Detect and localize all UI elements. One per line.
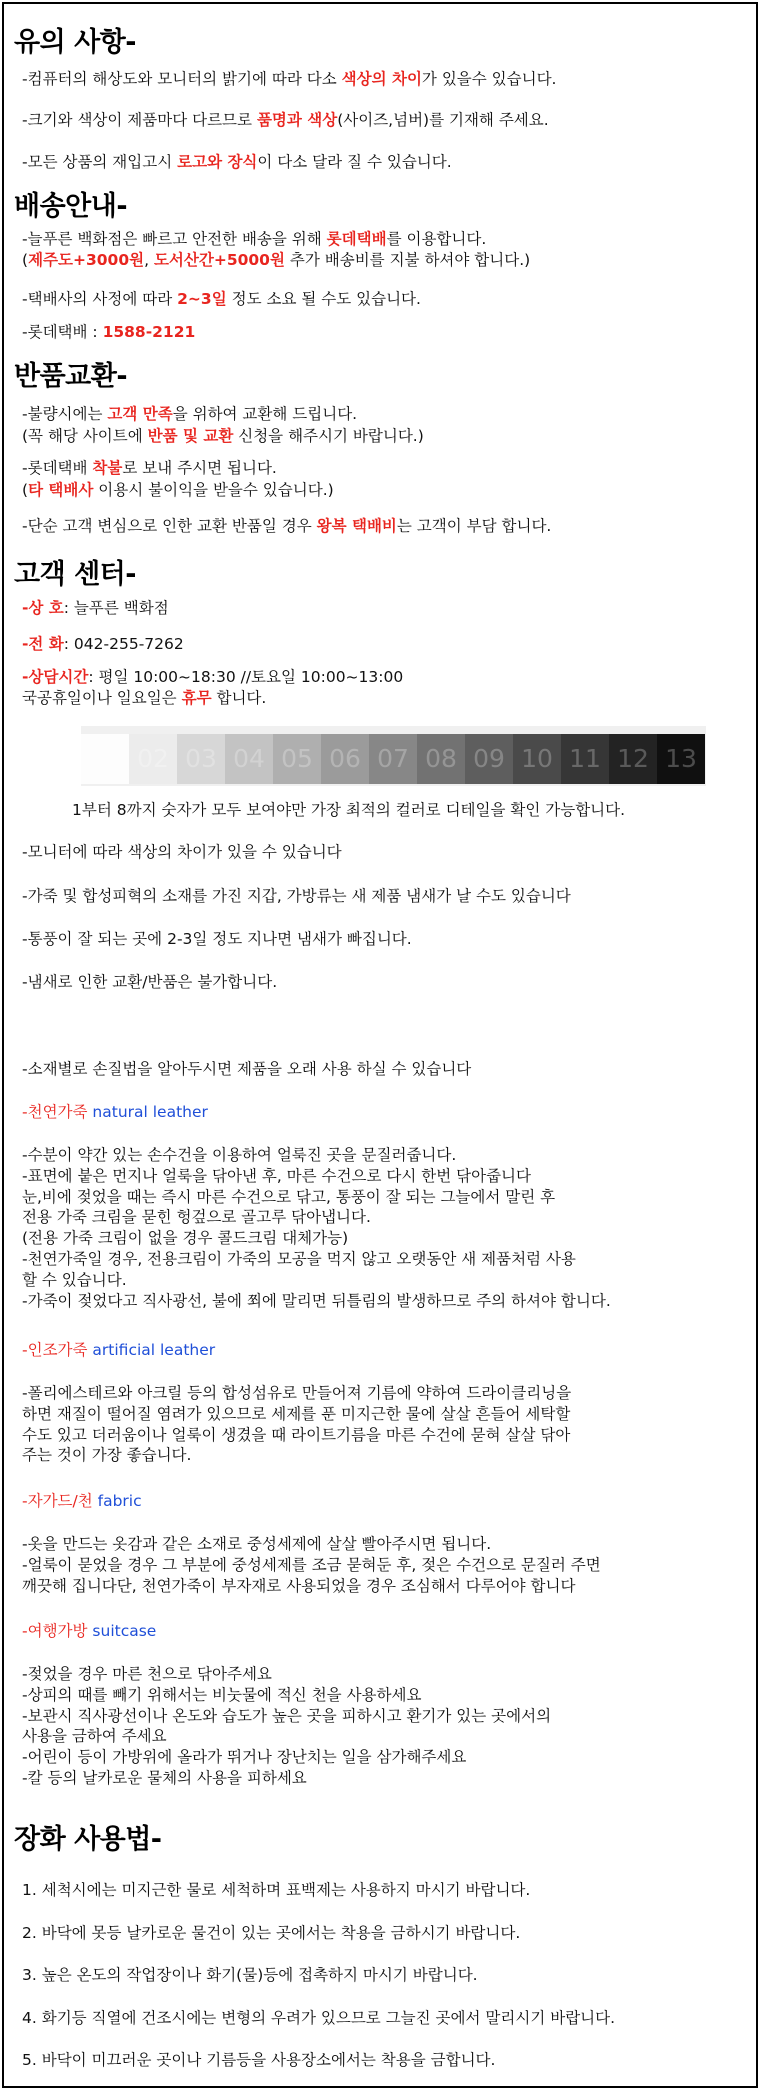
natural-leather-line: 눈,비에 젖었을 때는 즉시 마른 수건으로 닦고, 통풍이 잘 되는 그늘에서 말린 후 [22,1187,556,1206]
customer-center-heading: 고객 센터- [14,559,136,590]
fabric-line: -얼룩이 묻었을 경우 그 부분에 중성세제를 조금 묻혀둔 후, 젖은 수건으로 문질러 주면 [22,1555,601,1574]
fabric-line: 깨끗해 집니다단, 천연가죽이 부자재로 사용되었을 경우 조심해서 다루어야 합니다 [22,1576,576,1595]
natural-leather-line: -수분이 약간 있는 손수건을 이용하여 얼룩진 곳을 문질러줍니다. [22,1146,457,1164]
grayscale-swatch: 13 [657,734,705,784]
natural-leather-line: (전용 가죽 크림이 없을 경우 콜드크림 대체가능) [22,1229,349,1248]
suitcase-line: -어린이 등이 가방위에 올라가 뛰거나 장난치는 일을 삼가해주세요 [22,1748,467,1767]
shipping-heading: 배송안내- [14,191,128,222]
cc-phone: -전 화: 042-255-7262 [22,635,184,653]
artificial-leather-line: -폴리에스테르와 아크릴 등의 합성섬유로 만들어져 기름에 약하여 드라이클리닝을 [22,1384,572,1402]
shipping-line-3: -택배사의 사정에 따라 2~3일 정도 소요 될 수도 있습니다. [22,290,421,308]
precautions-heading: 유의 사항- [14,27,136,58]
artificial-leather-line: 수도 있고 더러움이나 얼룩이 생겼을 때 라이트기름을 마른 수건에 묻혀 살살 닦아 [22,1425,571,1444]
grayscale-swatch: 02 [129,734,177,784]
cc-name: -상 호: 늘푸른 백화점 [22,599,169,617]
natural-leather-line: -천연가죽일 경우, 전용크림이 가죽의 모공을 먹지 않고 오랫동안 새 제품처럼 사용 [22,1250,576,1268]
grayscale-swatch: 03 [177,734,225,784]
grayscale-swatch: 10 [513,734,561,784]
fabric-line: -옷을 만드는 옷감과 같은 소재로 중성세제에 살살 빨아주시면 됩니다. [22,1535,492,1553]
natural-leather-line: 전용 가죽 크림을 묻힌 헝겊으로 골고루 닦아냅니다. [22,1208,371,1227]
natural-leather-line: -표면에 붙은 먼지나 얼룩을 닦아낸 후, 마른 수건으로 다시 한번 닦아줍니다 [22,1166,531,1185]
shipping-line-4: -롯데택배 : 1588-2121 [22,323,196,341]
shoes-heading: 장화 사용법- [14,1824,162,1855]
grayscale-caption: 1부터 8까지 숫자가 모두 보여야만 가장 최적의 컬러로 디테일을 확인 가능합니다. [72,801,626,819]
cc-hours: -상담시간: 평일 10:00~18:30 //토요일 10:00~13:00 [22,668,404,686]
artificial-leather-line: 주는 것이 가장 좋습니다. [22,1446,192,1465]
grayscale-swatch: 09 [465,734,513,784]
artificial-leather-heading: -인조가죽 artificial leather [22,1341,216,1359]
returns-line-1: -불량시에는 고객 만족을 위하여 교환해 드립니다. [22,405,358,423]
note-4: -냄새로 인한 교환/반품은 불가합니다. [22,973,278,991]
grayscale-strip [81,726,706,786]
grayscale-swatch: 06 [321,734,369,784]
shoes-instruction: 5. 바닥이 미끄러운 곳이나 기름등을 사용장소에서는 착용을 금합니다. [22,2051,496,2069]
page [2,2,758,2088]
precaution-line-2: -크기와 색상이 제품마다 다르므로 품명과 색상(사이즈,넘버)를 기재해 주세요. [22,111,549,129]
suitcase-line: 사용을 금하여 주세요 [22,1727,167,1746]
suitcase-heading: -여행가방 suitcase [22,1622,157,1640]
note-2: -가죽 및 합성피혁의 소재를 가진 지갑, 가방류는 새 제품 냄새가 날 수도 있습니다 [22,887,571,905]
returns-line-2: (꼭 해당 사이트에 반품 및 교환 신청을 해주시기 바랍니다.) [22,427,424,445]
natural-leather-line: -가죽이 젖었다고 직사광선, 불에 쬐에 말리면 뒤틀림의 발생하므로 주의 하셔야 합니다. [22,1291,611,1310]
suitcase-line: -상피의 때를 빼기 위해서는 비눗물에 적신 천을 사용하세요 [22,1685,422,1704]
fabric-heading: -자가드/천 fabric [22,1492,142,1510]
grayscale-swatch: 08 [417,734,465,784]
grayscale-swatch: 04 [225,734,273,784]
note-3: -통풍이 잘 되는 곳에 2-3일 정도 지나면 냄새가 빠집니다. [22,930,412,948]
suitcase-line: -보관시 직사광선이나 온도와 습도가 높은 곳을 피하시고 환기가 있는 곳에서의 [22,1706,552,1725]
grayscale-swatch: 01 [81,734,129,784]
shoes-instruction: 3. 높은 온도의 작업장이나 화기(물)등에 접촉하지 마시기 바랍니다. [22,1966,478,1984]
shipping-line-2: (제주도+3000원, 도서산간+5000원 추가 배송비를 지불 하셔야 합니다.) [22,251,531,269]
grayscale-swatch: 05 [273,734,321,784]
note-1: -모니터에 따라 색상의 차이가 있을 수 있습니다 [22,843,342,861]
shipping-line-1: -늘푸른 백화점은 빠르고 안전한 배송을 위해 롯데택배를 이용합니다. [22,230,487,248]
suitcase-line: -칼 등의 날카로운 물체의 사용을 피하세요 [22,1769,307,1787]
natural-leather-line: 할 수 있습니다. [22,1270,127,1289]
natural-leather-heading: -천연가죽 natural leather [22,1103,208,1121]
grayscale-swatch: 11 [561,734,609,784]
returns-heading: 반품교환- [14,361,128,392]
artificial-leather-line: 하면 재질이 떨어질 염려가 있으므로 세제를 푼 미지근한 물에 살살 흔들어 세탁할 [22,1404,571,1423]
grayscale-swatch: 12 [609,734,657,784]
shoes-instruction: 2. 바닥에 못등 날카로운 물건이 있는 곳에서는 착용을 금하시기 바랍니다. [22,1923,521,1942]
care-intro: -소재별로 손질법을 알아두시면 제품을 오래 사용 하실 수 있습니다 [22,1060,472,1078]
shoes-instruction: 4. 화기등 직열에 건조시에는 변형의 우려가 있으므로 그늘진 곳에서 말리시기 바랍니다. [22,2008,616,2027]
returns-line-4: (타 택배사 이용시 불이익을 받을수 있습니다.) [22,481,334,499]
suitcase-line: -젖었을 경우 마른 천으로 닦아주세요 [22,1665,272,1683]
returns-line-3: -롯데택배 착불로 보내 주시면 됩니다. [22,459,277,477]
precaution-line-3: -모든 상품의 재입고시 로고와 장식이 다소 달라 질 수 있습니다. [22,153,452,171]
cc-holiday: 국공휴일이나 일요일은 휴무 합니다. [22,689,267,707]
precaution-line-1: -컴퓨터의 해상도와 모니터의 밝기에 따라 다소 색상의 차이가 있을수 있습니다. [22,70,557,88]
returns-line-5: -단순 고객 변심으로 인한 교환 반품일 경우 왕복 택배비는 고객이 부담 합니다. [22,517,552,535]
shoes-instruction: 1. 세척시에는 미지근한 물로 세척하며 표백제는 사용하지 마시기 바랍니다. [22,1881,531,1899]
grayscale-swatch: 07 [369,734,417,784]
